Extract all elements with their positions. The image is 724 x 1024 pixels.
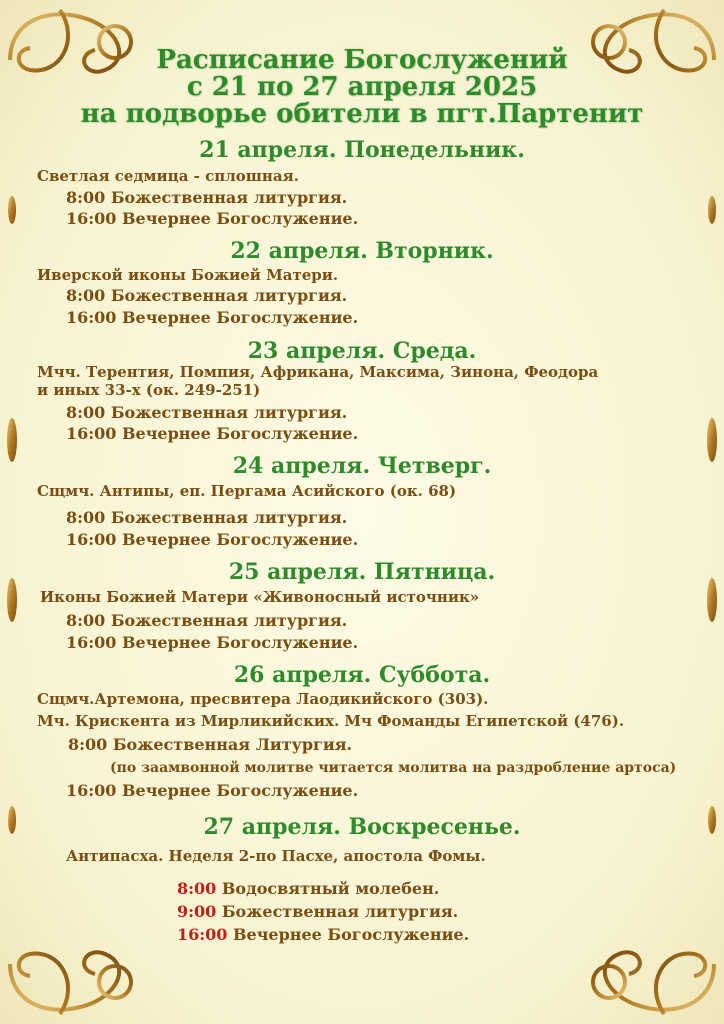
day-heading: 25 апреля. Пятница. <box>228 559 496 585</box>
service-item: 8:00 Божественная литургия. <box>66 188 348 207</box>
service-item: 8:00 Божественная литургия. <box>66 286 348 305</box>
day-heading: 24 апреля. Четверг. <box>232 453 492 479</box>
day-note: Сщмч. Антипы, еп. Пергама Асийского (ок. 68) <box>37 482 457 500</box>
day-note: Антипасха. Неделя 2-по Пасхе, апостола Фомы. <box>66 847 486 865</box>
day-heading: 27 апреля. Воскресенье. <box>203 814 521 840</box>
day-note: Светлая седмица - сплошная. <box>37 167 299 185</box>
page-title-line-3: на подворье обители в пгт.Партенит <box>80 99 644 129</box>
service-time: 9:00 <box>177 902 217 921</box>
corner-ornament-bottom-left <box>10 952 131 1014</box>
day-note: Мчч. Терентия, Помпия, Африкана, Максима, Зинона, Феодора <box>37 363 599 381</box>
side-ornament-right <box>707 196 717 834</box>
service-note: (по заамвонной молитве читается молитва на раздробление артоса) <box>110 760 677 776</box>
service-time: 8:00 <box>177 879 217 898</box>
day-heading: 22 апреля. Вторник. <box>230 238 494 264</box>
day-note: и иных 33-х (ок. 249-251) <box>37 381 261 399</box>
service-item-sunday <box>177 903 458 921</box>
service-item: 8:00 Божественная Литургия. <box>68 735 353 754</box>
page-title-line-2: с 21 по 27 апреля 2025 <box>186 72 538 102</box>
service-text: Вечернее Богослужение. <box>227 925 470 944</box>
service-item: 16:00 Вечернее Богослужение. <box>66 308 359 327</box>
service-item: 16:00 Вечернее Богослужение. <box>66 633 359 652</box>
service-item: 8:00 Божественная литургия. <box>66 611 348 630</box>
day-note: Иверской иконы Божией Матери. <box>37 266 339 284</box>
service-item: 8:00 Божественная литургия. <box>66 508 348 527</box>
side-ornament-left <box>7 196 17 834</box>
day-heading: 26 апреля. Суббота. <box>233 662 491 688</box>
day-note: Иконы Божией Матери «Живоносный источник» <box>40 588 480 606</box>
page-title-line-1: Расписание Богослужений <box>156 45 568 75</box>
service-item-sunday <box>177 880 439 898</box>
day-heading: 23 апреля. Среда. <box>247 338 477 364</box>
service-item: 16:00 Вечернее Богослужение. <box>66 424 359 443</box>
service-item: 16:00 Вечернее Богослужение. <box>66 781 359 800</box>
service-text: Божественная литургия. <box>216 902 459 921</box>
corner-ornament-bottom-right <box>593 952 714 1014</box>
service-item-sunday <box>177 926 469 944</box>
day-note: Мч. Крискента из Мирликийских. Мч Фоманды Египетской (476). <box>37 712 625 730</box>
service-text: Водосвятный молебен. <box>216 879 440 898</box>
day-heading: 21 апреля. Понедельник. <box>199 137 525 163</box>
service-item: 16:00 Вечернее Богослужение. <box>66 530 359 549</box>
service-item: 16:00 Вечернее Богослужение. <box>66 209 359 228</box>
service-time: 16:00 <box>177 925 228 944</box>
service-item: 8:00 Божественная литургия. <box>66 403 348 422</box>
day-note: Сщмч.Артемона, пресвитера Лаодикийского (303). <box>37 690 489 708</box>
